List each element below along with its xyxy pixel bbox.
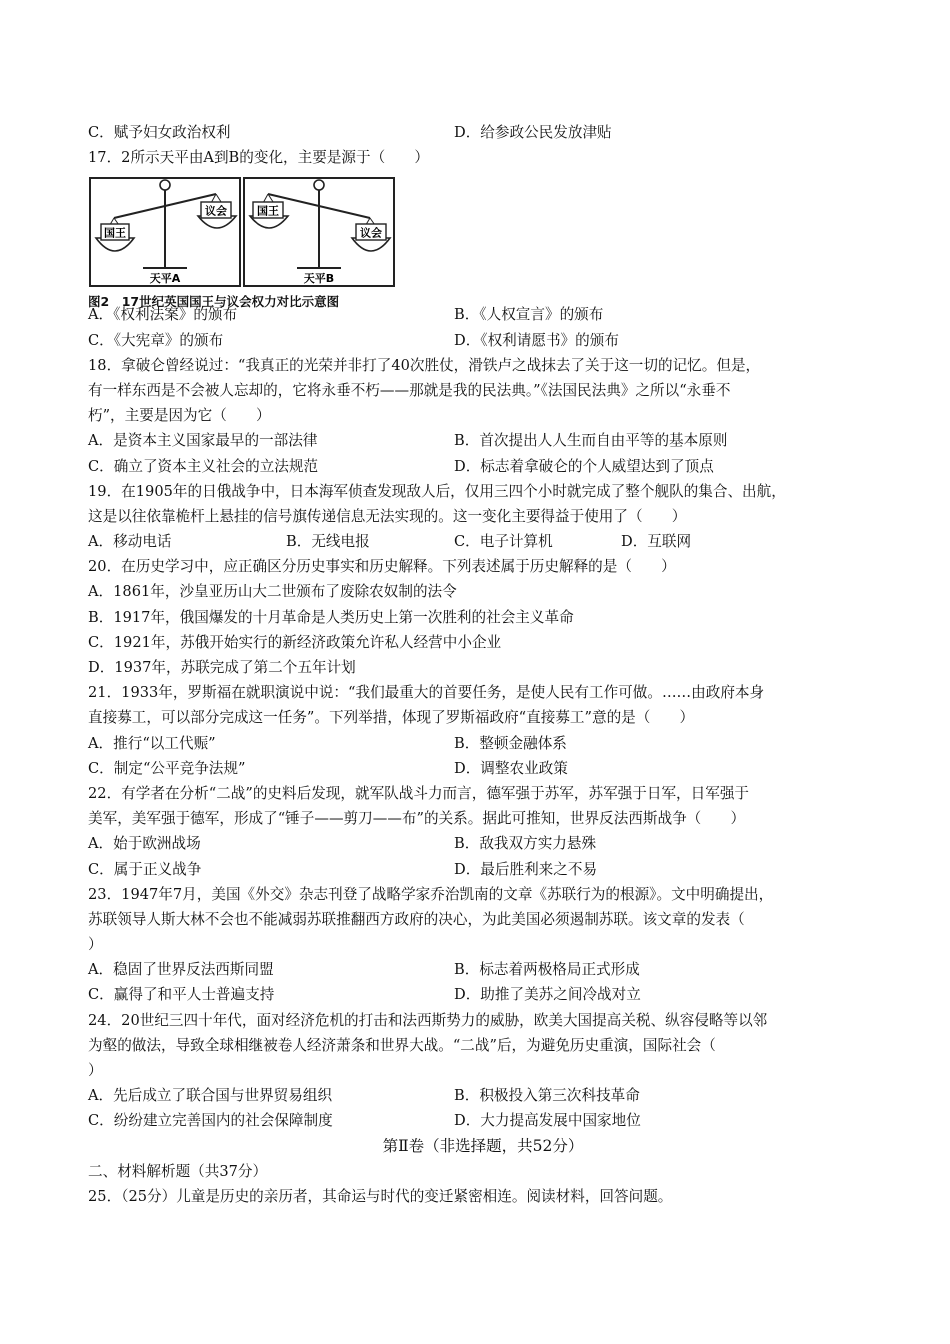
q17-figure-caption: 图2 17世纪英国国王与议会权力对比示意图	[88, 294, 340, 310]
q18-stem-line2: 有一样东西是不会被人忘却的，它将永垂不朽——那就是我的民法典。”《法国民法典》之所以“永垂不	[88, 381, 731, 399]
q21-option-a: A．推行“以工代赈”	[88, 734, 216, 752]
q19-option-b: B．无线电报	[286, 533, 370, 551]
q21-options-cd	[88, 756, 878, 781]
q23-stem-line1: 23．1947年7月，美国《外交》杂志刊登了战略学家乔治凯南的文章《苏联行为的根源》。文中明确提出，	[88, 885, 774, 903]
q18-option-b: B．首次提出人人生而自由平等的基本原则	[454, 432, 728, 450]
balance-a-left-label: 国王	[104, 226, 126, 240]
q18-options-cd	[88, 454, 878, 479]
q16-option-d: D．给参政公民发放津贴	[454, 124, 612, 141]
q24-options-ab	[88, 1083, 878, 1108]
q22-option-a: A．始于欧洲战场	[88, 835, 201, 853]
q21-option-b: B．整顿金融体系	[454, 734, 567, 752]
balance-illustration	[88, 176, 408, 292]
q23-option-b: B．标志着两极格局正式形成	[454, 961, 640, 979]
exam-page	[88, 120, 878, 1209]
q18-option-a: A．是资本主义国家最早的一部法律	[88, 432, 318, 450]
q23-option-c: C．赢得了和平人士普遍支持	[88, 986, 275, 1004]
q18-option-c: C．确立了资本主义社会的立法规范	[88, 457, 319, 475]
q17-options-cd	[88, 328, 878, 353]
q20-option-c: C．1921年，苏俄开始实行的新经济政策允许私人经营中小企业	[88, 633, 502, 651]
balance-b	[244, 178, 394, 286]
q22-stem-line1: 22．有学者在分析“二战”的史料后发现，就军队战斗力而言，德军强于苏军，苏军强于日军，日军强于	[88, 784, 750, 802]
q22-options-cd	[88, 857, 878, 882]
q23-options-ab	[88, 957, 878, 982]
q24-options-cd	[88, 1108, 878, 1133]
q22-option-b: B．敌我双方实力悬殊	[454, 835, 597, 853]
q23-option-d: D．助推了美苏之间冷战对立	[454, 986, 641, 1004]
q24-option-c: C．纷纷建立完善国内的社会保障制度	[88, 1112, 333, 1130]
q23-stem-line3: ）	[88, 936, 103, 954]
q16-options-cd	[88, 120, 878, 145]
q23-option-a: A．稳固了世界反法西斯同盟	[88, 961, 274, 979]
q17-option-b: B．《人权宣言》的颁布	[454, 306, 604, 324]
q18-options-ab	[88, 428, 878, 453]
balance-b-left-label: 国王	[257, 204, 279, 218]
q22-stem-line2: 美军，美军强于德军，形成了“锤子——剪刀——布”的关系。据此可推知，世界反法西斯战争（ ）	[88, 810, 746, 828]
q19-option-a: A．移动电话	[88, 533, 172, 551]
q22-options-ab	[88, 831, 878, 856]
balance-a-label: 天平A	[149, 272, 181, 286]
section-2-heading: 二、材料解析题（共37分）	[88, 1162, 268, 1180]
balance-a	[90, 178, 240, 286]
q19-options	[88, 529, 878, 554]
q21-options-ab	[88, 731, 878, 756]
q19-stem-line1: 19．在1905年的日俄战争中，日本海军侦查发现敌人后，仅用三四个小时就完成了整个舰队的集合、出航，	[88, 482, 786, 500]
q21-option-c: C．制定“公平竞争法规”	[88, 759, 246, 777]
balance-b-label: 天平B	[303, 272, 335, 286]
q17-option-c: C．《大宪章》的颁布	[88, 331, 224, 349]
q17-option-a: A．《权利法案》的颁布	[88, 306, 238, 324]
q24-stem-line2: 为壑的做法，导致全球相继被卷人经济萧条和世界大战。“二战”后，为避免历史重演，国际社会（	[88, 1036, 716, 1054]
q20-option-b: B．1917年，俄国爆发的十月革命是人类历史上第一次胜利的社会主义革命	[88, 608, 574, 626]
q17-options-ab	[88, 302, 878, 327]
q24-stem-line3: ）	[88, 1062, 103, 1079]
q18-option-d: D．标志着拿破仑的个人威望达到了顶点	[454, 457, 714, 475]
q19-option-c: C．电子计算机	[454, 533, 553, 551]
q25-stem: 25．（25分）儿童是历史的亲历者，其命运与时代的变迁紧密相连。阅读材料，回答问题。	[88, 1187, 673, 1205]
q21-stem-line1: 21．1933年，罗斯福在就职演说中说：“我们最重大的首要任务，是使人民有工作可做。……由政府本身	[88, 684, 765, 702]
q16-option-c: C．赋予妇女政治权利	[88, 124, 231, 141]
q21-stem-line2: 直接募工，可以部分完成这一任务”。下列举措，体现了罗斯福政府“直接募工”意的是（ ）	[88, 709, 695, 727]
q19-stem-line2: 这是以往依靠桅杆上悬挂的信号旗传递信息无法实现的。这一变化主要得益于使用了（ ）	[88, 507, 687, 525]
balance-a-right-label: 议会	[205, 204, 227, 218]
q19-option-d: D．互联网	[621, 533, 692, 551]
q17-option-d: D．《权利请愿书》的颁布	[454, 331, 619, 349]
q22-option-c: C．属于正义战争	[88, 860, 202, 878]
q18-stem-line1: 18．拿破仑曾经说过：“我真正的光荣并非打了40次胜仗，滑铁卢之战抹去了关于这一切的记忆。但是，	[88, 356, 761, 374]
q24-option-b: B．积极投入第三次科技革命	[454, 1087, 640, 1105]
q20-stem: 20．在历史学习中，应正确区分历史事实和历史解释。下列表述属于历史解释的是（ ）	[88, 558, 676, 576]
q17-figure	[88, 176, 878, 310]
q23-options-cd	[88, 982, 878, 1007]
q20-option-a: A．1861年，沙皇亚历山大二世颁布了废除农奴制的法令	[88, 583, 457, 601]
balance-b-right-label: 议会	[360, 226, 382, 240]
q24-option-a: A．先后成立了联合国与世界贸易组织	[88, 1087, 333, 1105]
q21-option-d: D．调整农业政策	[454, 759, 568, 777]
q24-stem-line1: 24．20世纪三四十年代，面对经济危机的打击和法西斯势力的威胁，欧美大国提高关税、纵容侵略等以邻	[88, 1011, 768, 1029]
q20-option-d: D．1937年，苏联完成了第二个五年计划	[88, 659, 356, 676]
q18-stem-line3: 朽”，主要是因为它（ ）	[88, 407, 271, 425]
q17-stem: 17．2所示天平由A到B的变化，主要是源于（ ）	[88, 149, 429, 167]
q24-option-d: D．大力提高发展中国家地位	[454, 1112, 641, 1130]
volume-2-title: 第Ⅱ卷（非选择题，共52分）	[382, 1136, 584, 1155]
q23-stem-line2: 苏联领导人斯大林不会也不能减弱苏联推翻西方政府的决心，为此美国必须遏制苏联。该文章的发表（	[88, 910, 745, 928]
q22-option-d: D．最后胜利来之不易	[454, 860, 598, 878]
